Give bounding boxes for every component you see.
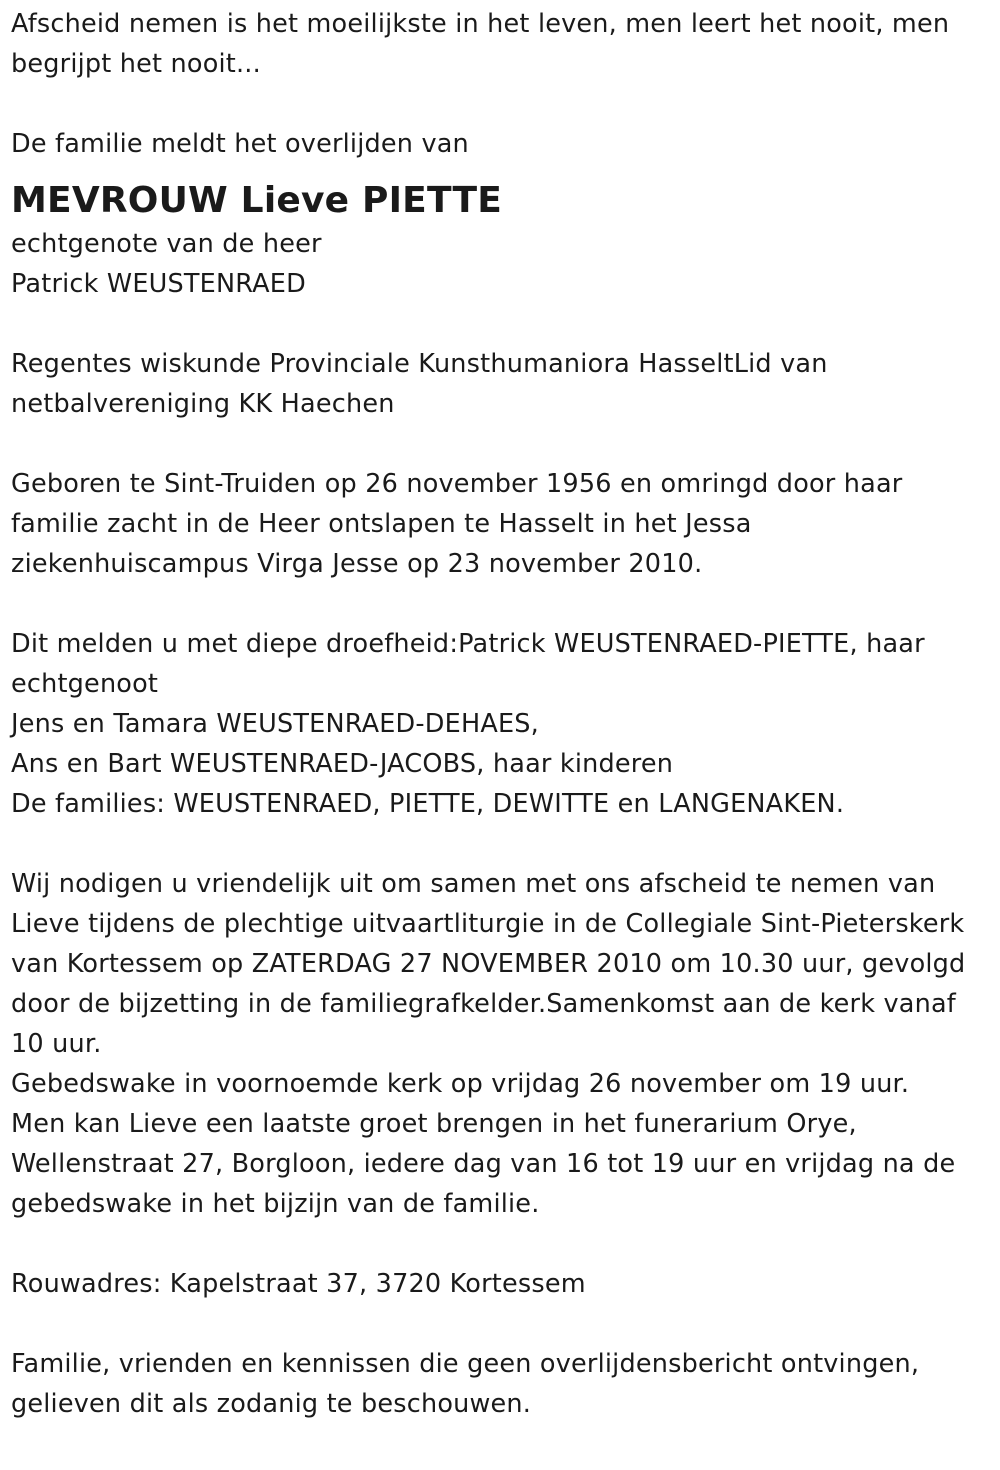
closing-line: Familie, vrienden en kennissen die geen overlijdensbericht ontvingen, <box>11 1349 920 1379</box>
occupation-line: Regentes wiskunde Provinciale Kunsthumaniora HasseltLid van <box>11 349 828 379</box>
funeral-info-line: Gebedswake in voornoemde kerk op vrijdag 26 november om 19 uur. <box>11 1069 910 1099</box>
announcement <box>11 124 991 164</box>
intro-quote <box>11 4 991 84</box>
intro-quote-line: begrijpt het nooit... <box>11 49 261 79</box>
birth-death-info <box>11 464 991 584</box>
mourning-address <box>11 1264 991 1304</box>
occupation-line: netbalvereniging KK Haechen <box>11 389 395 419</box>
funeral-info-line: Wellenstraat 27, Borgloon, iedere dag van 16 tot 19 uur en vrijdag na de <box>11 1149 956 1179</box>
mourners-line: Ans en Bart WEUSTENRAED-JACOBS, haar kinderen <box>11 749 674 779</box>
mourners <box>11 624 991 824</box>
funeral-info-line: Wij nodigen u vriendelijk uit om samen met ons afscheid te nemen van <box>11 869 936 899</box>
funeral-info-line: door de bijzetting in de familiegrafkelder.Samenkomst aan de kerk vanaf <box>11 989 956 1019</box>
closing-line: gelieven dit als zodanig te beschouwen. <box>11 1389 532 1419</box>
birth-death-line: Geboren te Sint-Truiden op 26 november 1956 en omringd door haar <box>11 469 903 499</box>
birth-death-line: ziekenhuiscampus Virga Jesse op 23 november 2010. <box>11 549 703 579</box>
birth-death-line: familie zacht in de Heer ontslapen te Hasselt in het Jessa <box>11 509 752 539</box>
mourners-line: echtgenoot <box>11 669 159 699</box>
intro-quote-line: Afscheid nemen is het moeilijkste in het leven, men leert het nooit, men <box>11 9 950 39</box>
mourners-line: De families: WEUSTENRAED, PIETTE, DEWITTE en LANGENAKEN. <box>11 789 845 819</box>
spouse-line: echtgenote van de heer <box>11 229 322 259</box>
funeral-info-line: Lieve tijdens de plechtige uitvaartliturgie in de Collegiale Sint-Pieterskerk <box>11 909 965 939</box>
obituary-notice <box>11 4 991 1424</box>
funeral-info-line: 10 uur. <box>11 1029 102 1059</box>
deceased-name: MEVROUW Lieve PIETTE <box>11 180 503 221</box>
mourners-line: Jens en Tamara WEUSTENRAED-DEHAES, <box>11 709 539 739</box>
spouse-info <box>11 224 991 304</box>
occupation <box>11 344 991 424</box>
mourners-line: Dit melden u met diepe droefheid:Patrick WEUSTENRAED-PIETTE, haar <box>11 629 925 659</box>
spouse-line: Patrick WEUSTENRAED <box>11 269 306 299</box>
funeral-info <box>11 864 991 1224</box>
funeral-info-line: gebedswake in het bijzijn van de familie. <box>11 1189 540 1219</box>
mourning-address-text: Rouwadres: Kapelstraat 37, 3720 Kortessem <box>11 1269 586 1299</box>
funeral-info-line: van Kortessem op ZATERDAG 27 NOVEMBER 2010 om 10.30 uur, gevolgd <box>11 949 966 979</box>
announcement-text: De familie meldt het overlijden van <box>11 129 469 159</box>
funeral-info-line: Men kan Lieve een laatste groet brengen in het funerarium Orye, <box>11 1109 857 1139</box>
closing-note <box>11 1344 991 1424</box>
